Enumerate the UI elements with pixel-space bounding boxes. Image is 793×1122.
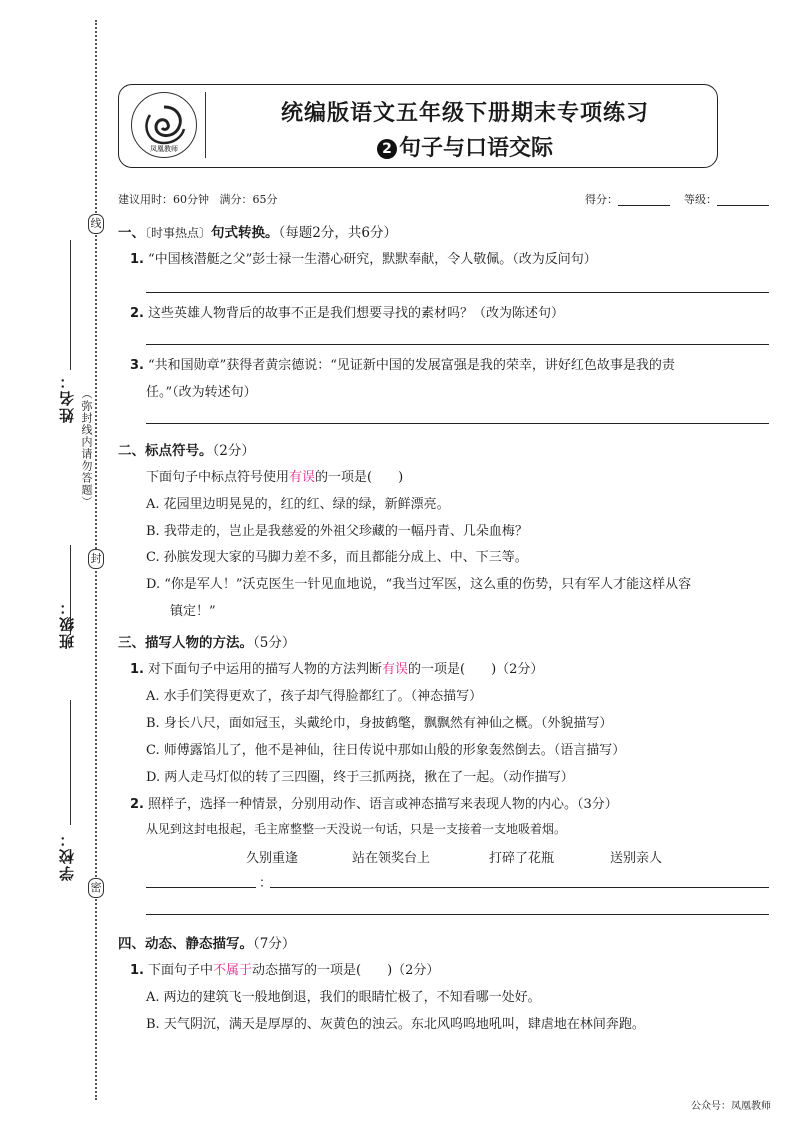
- s3-q2-answer-line-1[interactable]: [270, 887, 769, 888]
- situation-4: 送别亲人: [610, 851, 663, 866]
- s3-question-2: [130, 793, 618, 812]
- school-label: 学校：: [58, 830, 76, 881]
- suggested-time: 建议用时：60分钟: [118, 193, 209, 206]
- title-line2: [230, 131, 700, 162]
- section4-heading: [118, 932, 295, 952]
- margin-marker-feng: 封: [88, 549, 104, 569]
- s1-question-2: [130, 302, 564, 321]
- section4-points: （7分）: [253, 936, 296, 952]
- s2-stem: [146, 466, 403, 485]
- class-label: 班级：: [58, 598, 76, 649]
- s4-option-b[interactable]: B. 天气阴沉，满天是厚厚的、灰黄色的浊云。东北风呜呜地吼叫，肆虐地在林间奔跑。: [146, 1017, 645, 1032]
- s4-option-a[interactable]: A. 两边的建筑飞一般地倒退，我们的眼睛忙极了，不知看哪一处好。: [146, 990, 541, 1005]
- swirl-logo-icon: [132, 93, 196, 157]
- margin-marker-xian: 线: [88, 214, 104, 234]
- s2-option-a[interactable]: A. 花园里边明晃晃的，红的红、绿的绿，新鲜漂亮。: [146, 497, 450, 512]
- section4-title: 四、动态、静态描写。: [118, 936, 253, 952]
- section1-name: 句式转换。: [211, 225, 279, 241]
- s1-question-3: [130, 354, 675, 373]
- section1-points: （每题2分，共6分）: [278, 225, 397, 241]
- question-number: 1.: [130, 252, 144, 267]
- s3-option-c[interactable]: C. 师傅露馅儿了，他不是神仙，往日传说中那如山般的形象轰然倒去。（语言描写）: [146, 743, 626, 758]
- s1-q1-answer-line[interactable]: [146, 292, 769, 293]
- logo-text: 凤凰教师: [150, 145, 178, 153]
- s2-option-c[interactable]: C. 孙膑发现大家的马脚力差不多，而且都能分成上、中、下三等。: [146, 550, 528, 565]
- s3-option-a[interactable]: A. 水手们笑得更欢了，孩子却气得脸都红了。（神态描写）: [146, 689, 483, 704]
- question-number: 1.: [130, 963, 144, 978]
- question-highlight: 有误: [382, 662, 409, 677]
- stem-highlight: 有误: [289, 470, 316, 485]
- footer-wechat-account: 公众号：凤凰教师: [691, 1101, 771, 1112]
- question-number: 2.: [130, 797, 144, 812]
- section2-points: （2分）: [212, 443, 255, 459]
- situation-choice-blank[interactable]: [146, 887, 256, 888]
- section3-heading: [118, 631, 295, 651]
- section3-points: （5分）: [253, 635, 296, 651]
- question-text: 下面句子中: [147, 963, 213, 978]
- s3-option-d[interactable]: D. 两人走马灯似的转了三四圈，终于三抓两挠，揪在了一起。（动作描写）: [146, 770, 574, 785]
- name-write-line[interactable]: [70, 240, 71, 370]
- s1-question-1: [130, 248, 597, 267]
- logo: [131, 92, 197, 158]
- question-text-end: 的一项是( )（2分）: [408, 662, 544, 677]
- s3-q2-answer-line-2[interactable]: [146, 914, 769, 915]
- section2-heading: [118, 439, 255, 459]
- s3-question-1: [130, 658, 543, 677]
- section2-title: 二、标点符号。: [118, 443, 213, 459]
- s2-option-b[interactable]: B. 我带走的，岂止是我慈爱的外祖父珍藏的一幅丹青、几朵血梅？: [146, 524, 528, 539]
- s4-question-1: [130, 959, 439, 978]
- question-number: 3.: [130, 358, 144, 373]
- grade-blank[interactable]: [717, 205, 769, 206]
- margin-marker-mi: 密: [88, 878, 104, 898]
- question-number: 2.: [130, 306, 144, 321]
- question-highlight: 不属于: [213, 963, 253, 978]
- s3-example-sentence: 从见到这封电报起，毛主席整整一天没说一句话，只是一支接着一支地吸着烟。: [146, 822, 567, 836]
- title-line2-text: 句子与口语交际: [398, 135, 553, 161]
- situation-1: 久别重逢: [246, 851, 299, 866]
- logo-divider: [205, 92, 206, 158]
- section3-title: 三、描写人物的方法。: [118, 635, 253, 651]
- s1-question-3-line2: 任。”（改为转述句）: [146, 385, 257, 400]
- stem-text: 下面句子中标点符号使用: [146, 470, 290, 485]
- score-label: 得分：: [585, 193, 618, 206]
- question-number: 1.: [130, 662, 144, 677]
- title-line1: 统编版语文五年级下册期末专项练习: [280, 100, 649, 126]
- name-label: 姓名：: [58, 372, 76, 423]
- meta-time-score: [118, 191, 278, 207]
- question-text: 这些英雄人物背后的故事不正是我们想要寻找的素材吗？（改为陈述句）: [147, 306, 564, 321]
- s2-option-d[interactable]: D. “你是军人！”沃克医生一针见血地说，“我当过军医，这么重的伤势，只有军人才能这样从容: [146, 577, 692, 592]
- question-text: 照样子，选择一种情景，分别用动作、语言或神态描写来表现人物的内心。（3分）: [147, 797, 618, 812]
- situation-3: 打碎了花瓶: [489, 851, 555, 866]
- answer-colon: ：: [259, 876, 273, 891]
- stem-text-end: 的一项是( ): [315, 470, 404, 485]
- s2-option-d-line2: 镇定！”: [170, 604, 216, 619]
- score-blank[interactable]: [618, 205, 670, 206]
- question-text: “共和国勋章”获得者黄宗德说：“见证新中国的发展富强是我的荣幸，讲好红色故事是我的责: [147, 358, 675, 373]
- question-text-end: 动态描写的一项是( )（2分）: [252, 963, 440, 978]
- situation-2: 站在领奖台上: [352, 851, 431, 866]
- question-text: 对下面句子中运用的描写人物的方法判断: [147, 662, 382, 677]
- section1-heading: [118, 221, 397, 241]
- section1-tag: 〔时事热点〕: [145, 226, 212, 240]
- s3-option-b[interactable]: B. 身长八尺，面如冠玉，头戴纶巾，身披鹤氅，飘飘然有神仙之概。（外貌描写）: [146, 716, 613, 731]
- section1-number: 一、: [118, 225, 145, 241]
- no-answer-note: （弥封线内请勿答题）: [80, 388, 93, 508]
- s1-q2-answer-line[interactable]: [146, 344, 769, 345]
- s1-q3-answer-line[interactable]: [146, 423, 769, 424]
- title-number-badge: 2: [377, 139, 397, 159]
- full-score: 满分：65分: [219, 193, 278, 206]
- school-write-line[interactable]: [70, 700, 71, 825]
- question-text: “中国核潜艇之父”彭士禄一生潜心研究，默默奉献，令人敬佩。（改为反问句）: [147, 252, 597, 267]
- grade-label: 等级：: [684, 193, 717, 206]
